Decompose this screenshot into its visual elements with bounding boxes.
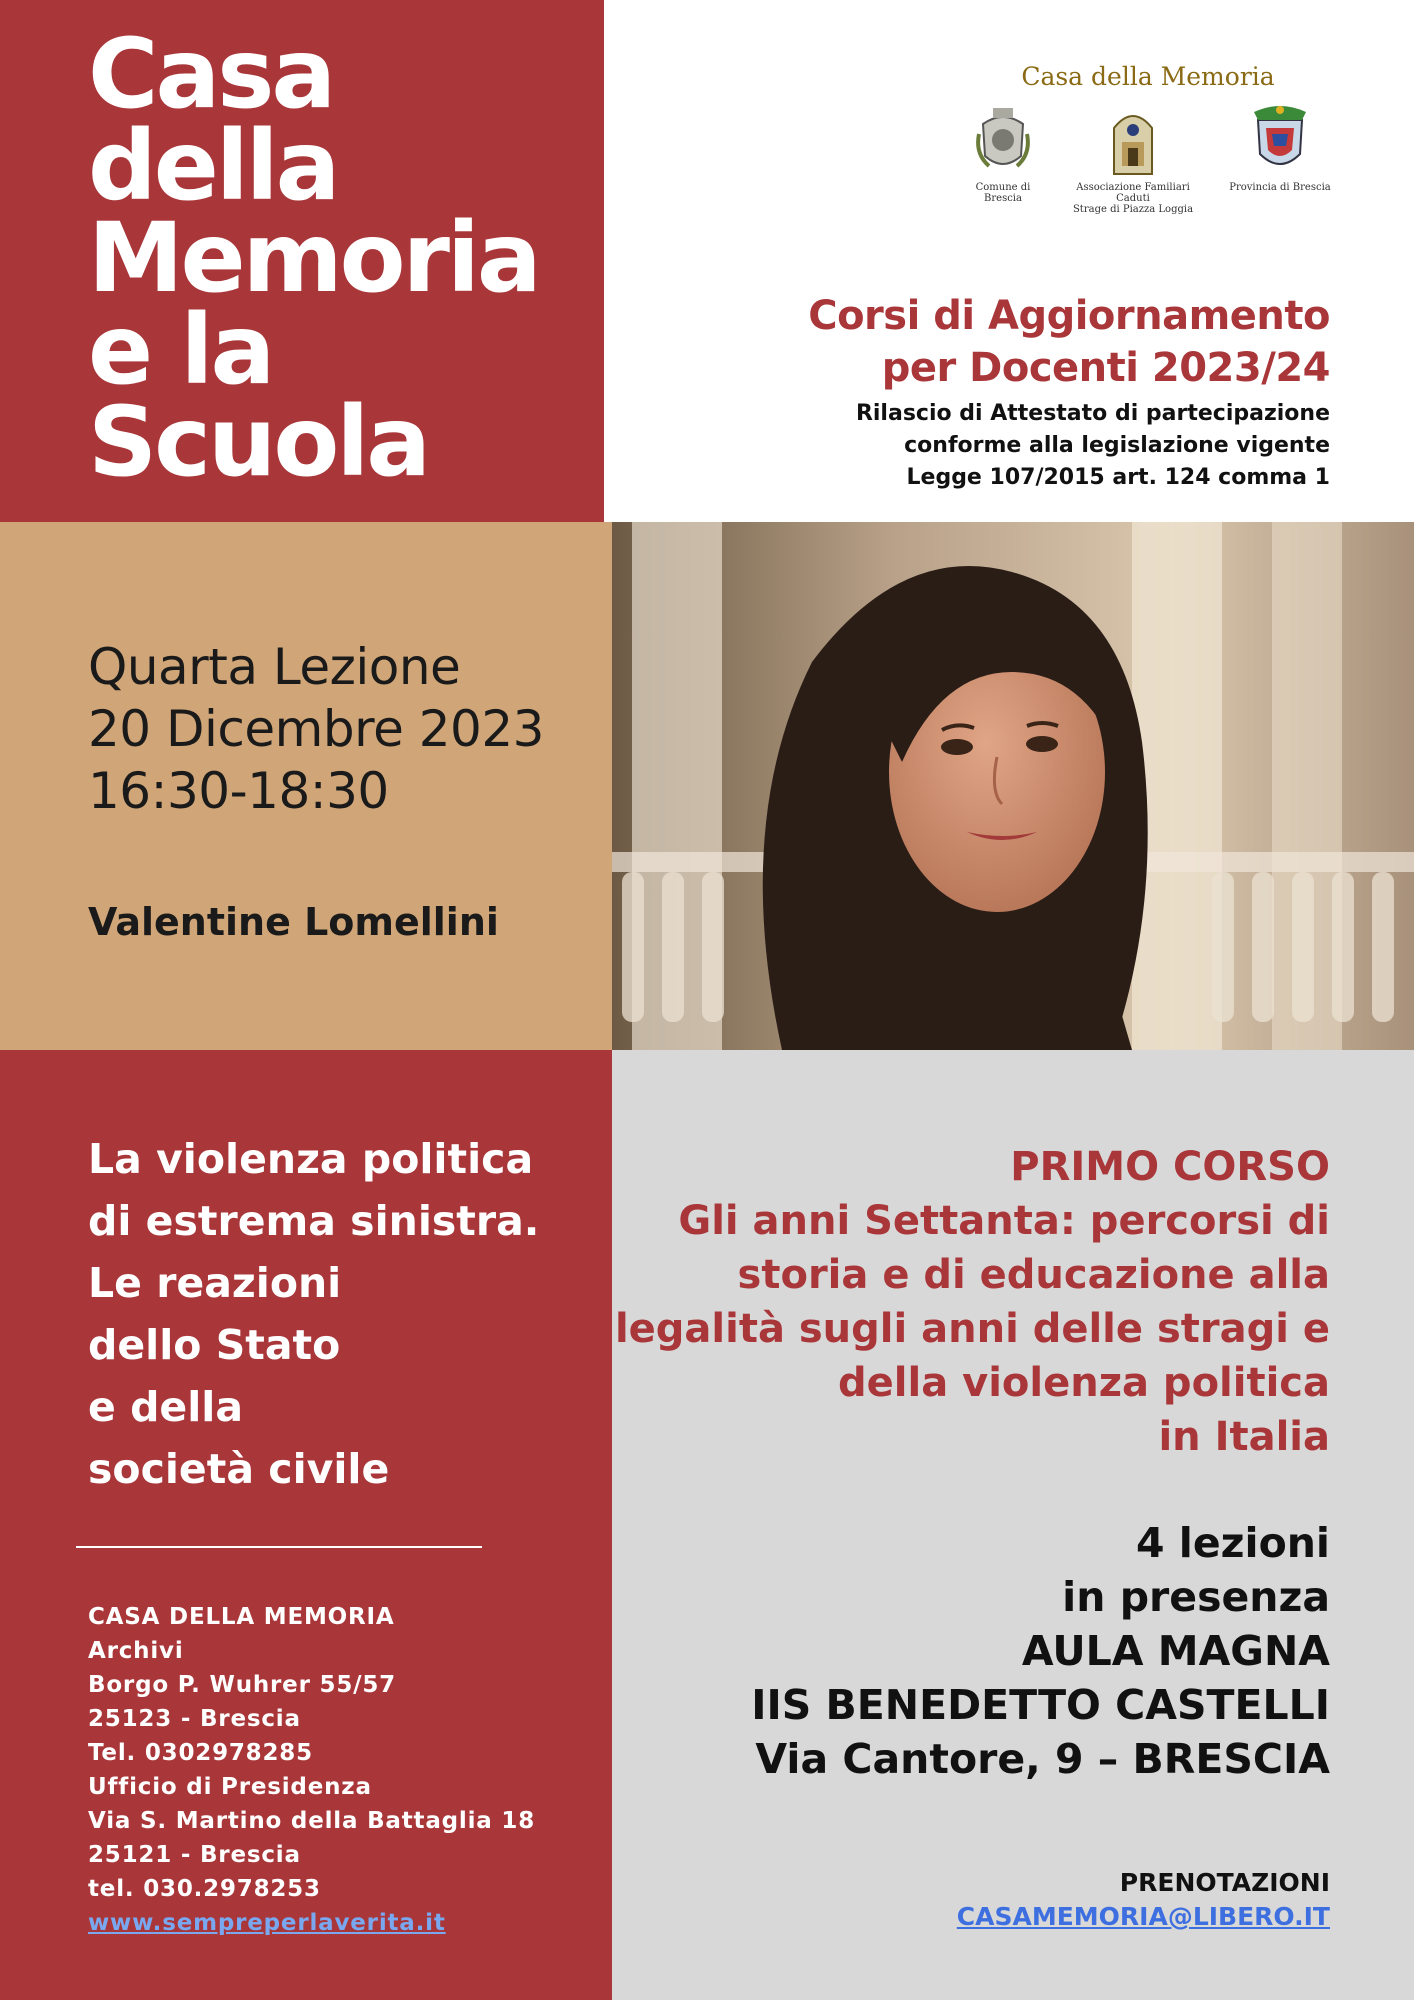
contact-info [88, 1600, 535, 1940]
provincia-logo [1220, 104, 1340, 193]
location-line: AULA MAGNA [1021, 1627, 1330, 1675]
contact-line: Borgo P. Wuhrer 55/57 [88, 1672, 396, 1698]
divider [76, 1546, 482, 1548]
contact-line: 25121 - Brescia [88, 1842, 301, 1868]
provincia-crest-icon [1250, 104, 1310, 176]
title-panel [0, 0, 604, 522]
location-line: IIS BENEDETTO CASTELLI [751, 1681, 1330, 1729]
topic-line: e della [88, 1383, 244, 1431]
contact-line: Tel. 0302978285 [88, 1740, 313, 1766]
logo-caption: Comune di Brescia [975, 182, 1031, 204]
course-line: Gli anni Settanta: percorsi di [678, 1198, 1330, 1244]
website-link[interactable]: www.sempreperlaverita.it [88, 1910, 446, 1936]
course-line: storia e di educazione alla [737, 1252, 1330, 1298]
topic-line: La violenza politica [88, 1135, 534, 1183]
logo-group [958, 62, 1338, 215]
lesson-date: 20 Dicembre 2023 [88, 700, 544, 758]
portrait-image [612, 522, 1414, 1050]
location-line: 4 lezioni [1136, 1519, 1330, 1567]
course-title-line: per Docenti 2023/24 [881, 345, 1330, 391]
contact-line: Ufficio di Presidenza [88, 1774, 372, 1800]
lesson-panel [0, 522, 612, 1050]
logo-caption: Associazione Familiari Caduti [1076, 182, 1190, 204]
booking-label: PRENOTAZIONI [1119, 1868, 1330, 1897]
comune-crest-icon [975, 104, 1031, 176]
comune-logo [958, 104, 1048, 204]
course-title [808, 290, 1330, 394]
booking-info [957, 1866, 1330, 1934]
lesson-time: 16:30-18:30 [88, 762, 389, 820]
lesson-info [88, 636, 544, 822]
location-line: in presenza [1062, 1573, 1330, 1621]
lesson-name: Quarta Lezione [88, 638, 461, 696]
contact-line: Via S. Martino della Battaglia 18 [88, 1808, 536, 1834]
topic-line: Le reazioni [88, 1259, 342, 1307]
course-line: legalità sugli anni delle stragi e [614, 1306, 1330, 1352]
certificate-line: Legge 107/2015 art. 124 comma 1 [906, 465, 1330, 490]
certificate-line: Rilascio di Attestato di partecipazione [855, 401, 1330, 426]
certificate-line: conforme alla legislazione vigente [904, 433, 1330, 458]
certificate-note [856, 398, 1330, 494]
topic-line: società civile [88, 1445, 390, 1493]
title-line: Scuola [88, 386, 429, 498]
contact-line: CASA DELLA MEMORIA [88, 1604, 395, 1630]
speaker-photo [612, 522, 1414, 1050]
course-line: della violenza politica [838, 1360, 1330, 1406]
course-description [615, 1140, 1330, 1464]
topic-line: di estrema sinistra. [88, 1197, 540, 1245]
association-logo [1058, 104, 1208, 215]
logo-caption: Provincia di Brescia [1229, 182, 1331, 193]
title-line: e la [88, 294, 273, 406]
topic-line: dello Stato [88, 1321, 341, 1369]
details-panel [612, 1050, 1414, 2000]
lesson-topic [88, 1128, 539, 1500]
main-title [88, 18, 539, 498]
course-line: in Italia [1158, 1414, 1330, 1460]
course-title-line: Corsi di Aggiornamento [808, 293, 1330, 339]
topic-panel [0, 1050, 612, 2000]
logo-heading: Casa della Memoria [1021, 62, 1275, 91]
title-line: Casa [88, 18, 334, 130]
location-info [751, 1516, 1330, 1786]
location-line: Via Cantore, 9 – BRESCIA [755, 1735, 1330, 1783]
title-line: Memoria [88, 202, 539, 314]
logo-caption: Strage di Piazza Loggia [1072, 204, 1194, 215]
contact-line: Archivi [88, 1638, 184, 1664]
booking-email-link[interactable]: CASAMEMORIA@LIBERO.IT [956, 1902, 1330, 1931]
speaker-name: Valentine Lomellini [88, 900, 499, 944]
course-line: PRIMO CORSO [1010, 1144, 1330, 1190]
title-line: della [88, 110, 338, 222]
contact-line: tel. 030.2978253 [88, 1876, 321, 1902]
header-panel [612, 0, 1414, 522]
loggia-tower-icon [1108, 104, 1158, 176]
contact-line: 25123 - Brescia [88, 1706, 301, 1732]
